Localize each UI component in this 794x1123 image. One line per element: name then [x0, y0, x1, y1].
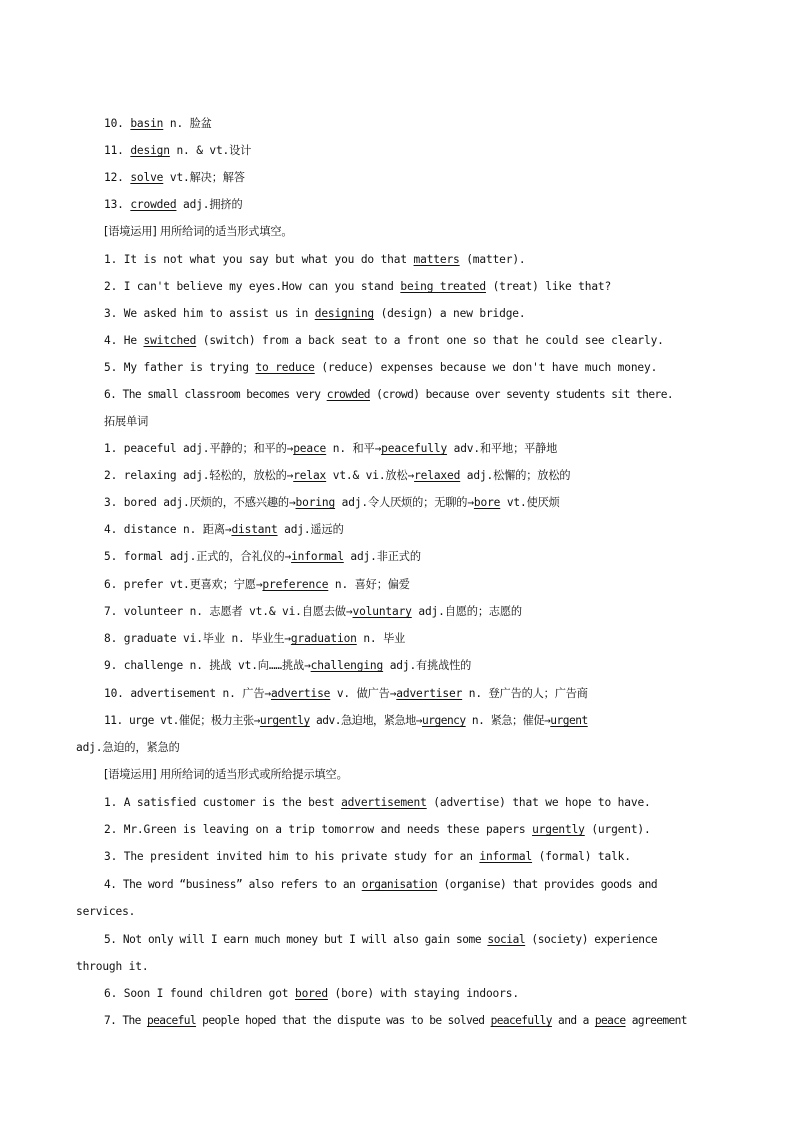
item-text: (urgent). — [584, 823, 651, 836]
item-text: 5. Not only will I earn much money but I will also gain some — [104, 933, 488, 946]
item-text: and a — [551, 1014, 595, 1027]
item-text: 8. graduate vi.毕业 n. 毕业生→ — [104, 632, 291, 645]
expand-item-9 — [104, 657, 724, 675]
item-text: 6. The small classroom becomes very — [104, 388, 327, 401]
exercise-item-3 — [104, 305, 724, 323]
answer-blank: peaceful — [146, 1014, 197, 1027]
expand-item-6 — [104, 576, 724, 594]
item-text: 2. Mr.Green is leaving on a trip tomorrow and needs these papers — [104, 823, 533, 836]
item-text: n. & vt.设计 — [169, 144, 252, 157]
answer-blank: peacefully — [381, 442, 448, 455]
item-text: 10. — [104, 117, 131, 130]
item-text: (crowd) because over seventy students sit there. — [370, 388, 674, 401]
item-text: vt.解决；解答 — [163, 171, 245, 184]
item-text: 6. Soon I found children got — [104, 987, 295, 1000]
item-text: (switch) from a back seat to a front one so that he could see clearly. — [196, 334, 664, 347]
answer-blank: relaxed — [414, 469, 461, 482]
context-item-5-cont: through it. — [76, 960, 149, 973]
context-item-6 — [104, 985, 724, 1003]
item-text: n. 登广告的人；广告商 — [462, 687, 588, 700]
answer-blank: graduation — [290, 632, 357, 645]
item-text: 10. advertisement n. 广告→ — [104, 687, 271, 700]
vocab-item-12 — [104, 169, 724, 187]
expand-item-8 — [104, 630, 724, 648]
context-item-4-cont: services. — [76, 905, 136, 918]
expand-item-11-cont: adj.急迫的，紧急的 — [76, 741, 180, 754]
expand-item-7 — [104, 603, 724, 621]
item-text: (organise) that provides goods and — [437, 878, 658, 891]
answer-blank: designing — [314, 307, 375, 320]
exercise-item-5 — [104, 359, 724, 377]
context-item-3 — [104, 848, 724, 866]
answer-blank: being treated — [400, 280, 486, 293]
context-item-1 — [104, 794, 724, 812]
answer-blank: design — [130, 144, 170, 157]
item-text: 1. A satisfied customer is the best — [104, 796, 342, 809]
item-text: 11. — [104, 144, 131, 157]
answer-blank: to reduce — [255, 361, 315, 374]
answer-blank: boring — [295, 496, 336, 509]
answer-blank: matters — [413, 253, 460, 266]
answer-blank: solve — [130, 171, 164, 184]
item-text: adv.急迫地，紧急地→ — [309, 714, 422, 727]
expand-item-1 — [104, 440, 724, 458]
answer-blank: basin — [130, 117, 164, 130]
answer-blank: informal — [479, 850, 533, 863]
item-text: (design) a new bridge. — [374, 307, 526, 320]
item-text: adj.有挑战性的 — [383, 659, 472, 672]
item-text: vt.& vi.放松→ — [326, 469, 415, 482]
item-text: 4. He — [104, 334, 144, 347]
vocab-item-13 — [104, 196, 724, 214]
item-text: 6. prefer vt.更喜欢；宁愿→ — [104, 578, 263, 591]
vocab-item-10 — [104, 115, 724, 133]
exercise-item-6 — [104, 386, 724, 404]
answer-blank: organisation — [361, 878, 438, 891]
section-heading: [语境运用] 用所给词的适当形式填空。 — [104, 225, 293, 238]
answer-blank: crowded — [130, 198, 177, 211]
item-text: 7. The — [104, 1014, 147, 1027]
answer-blank: challenging — [310, 659, 384, 672]
item-text: 4. distance n. 距离→ — [104, 523, 232, 536]
answer-blank: advertiser — [396, 687, 463, 700]
item-text: n. 紧急；催促→ — [465, 714, 551, 727]
answer-blank: peace — [594, 1014, 626, 1027]
item-text: (advertise) that we hope to have. — [426, 796, 651, 809]
context-item-5 — [104, 931, 724, 949]
expand-item-2 — [104, 467, 724, 485]
item-text: 13. — [104, 198, 131, 211]
answer-blank: urgent — [550, 714, 588, 727]
item-text: n. 喜好；偏爱 — [328, 578, 410, 591]
answer-blank: urgently — [259, 714, 310, 727]
item-text: 9. challenge n. 挑战 vt.向……挑战→ — [104, 659, 311, 672]
item-text: (bore) with staying indoors. — [327, 987, 519, 1000]
item-text: adj.拥挤的 — [176, 198, 243, 211]
answer-blank: peacefully — [490, 1014, 552, 1027]
item-text: (reduce) expenses because we don't have much money. — [314, 361, 658, 374]
item-text: (formal) talk. — [532, 850, 631, 863]
answer-blank: distant — [231, 523, 278, 536]
exercise-item-1 — [104, 251, 724, 269]
answer-blank: preference — [262, 578, 329, 591]
answer-blank: urgently — [532, 823, 585, 836]
item-text: 1. peaceful adj.平静的；和平的→ — [104, 442, 294, 455]
exercise-item-4 — [104, 332, 724, 350]
exercise-item-2 — [104, 278, 724, 296]
item-text: 2. I can't believe my eyes.How can you stand — [104, 280, 401, 293]
answer-blank: social — [487, 933, 526, 946]
item-text: (matter). — [459, 253, 526, 266]
vocab-item-11 — [104, 142, 724, 160]
answer-blank: bored — [294, 987, 328, 1000]
item-text: (society) experience — [525, 933, 658, 946]
item-text: 12. — [104, 171, 131, 184]
item-text: adj.令人厌烦的；无聊的→ — [335, 496, 474, 509]
answer-blank: switched — [143, 334, 197, 347]
item-text: adv.和平地；平静地 — [447, 442, 558, 455]
answer-blank: bore — [473, 496, 501, 509]
item-text: (treat) like that? — [485, 280, 612, 293]
item-text: 2. relaxing adj.轻松的，放松的→ — [104, 469, 294, 482]
item-text: 3. bored adj.厌烦的，不感兴趣的→ — [104, 496, 296, 509]
answer-blank: relax — [293, 469, 327, 482]
expand-item-3 — [104, 494, 724, 512]
item-text: 3. The president invited him to his private study for an — [104, 850, 480, 863]
expand-item-4 — [104, 521, 724, 539]
answer-blank: urgency — [422, 714, 466, 727]
item-text: adj.非正式的 — [343, 550, 421, 563]
context-item-4 — [104, 876, 724, 894]
item-text: n. 毕业 — [356, 632, 406, 645]
context-item-7 — [104, 1012, 724, 1030]
item-text: 3. We asked him to assist us in — [104, 307, 315, 320]
item-text: adj.自愿的；志愿的 — [411, 605, 522, 618]
item-text: n. 和平→ — [326, 442, 382, 455]
section-heading: 拓展单词 — [104, 415, 149, 428]
item-text: adj.遥远的 — [277, 523, 344, 536]
answer-blank: crowded — [326, 388, 370, 401]
context-item-2 — [104, 821, 724, 839]
answer-blank: informal — [291, 550, 344, 563]
expand-item-10 — [104, 685, 724, 703]
answer-blank: voluntary — [352, 605, 412, 618]
item-text: 1. It is not what you say but what you do that — [104, 253, 414, 266]
section-heading: [语境运用] 用所给词的适当形式或所给提示填空。 — [104, 768, 348, 781]
item-text: 5. formal adj.正式的，合礼仪的→ — [104, 550, 292, 563]
item-text: v. 做广告→ — [330, 687, 397, 700]
item-text: vt.使厌烦 — [500, 496, 560, 509]
answer-blank: advertise — [270, 687, 331, 700]
item-text: people hoped that the dispute was to be solved — [196, 1014, 491, 1027]
answer-blank: peace — [293, 442, 327, 455]
item-text: 5. My father is trying — [104, 361, 256, 374]
item-text: 4. The word “business” also refers to an — [104, 878, 362, 891]
item-text: 7. volunteer n. 志愿者 vt.& vi.自愿去做→ — [104, 605, 353, 618]
answer-blank: advertisement — [341, 796, 427, 809]
expand-item-11 — [104, 712, 724, 730]
item-text: agreement — [625, 1014, 687, 1027]
item-text: adj.松懈的；放松的 — [460, 469, 571, 482]
expand-item-5 — [104, 548, 724, 566]
item-text: 11. urge vt.催促；极力主张→ — [104, 714, 260, 727]
item-text: n. 脸盆 — [163, 117, 212, 130]
